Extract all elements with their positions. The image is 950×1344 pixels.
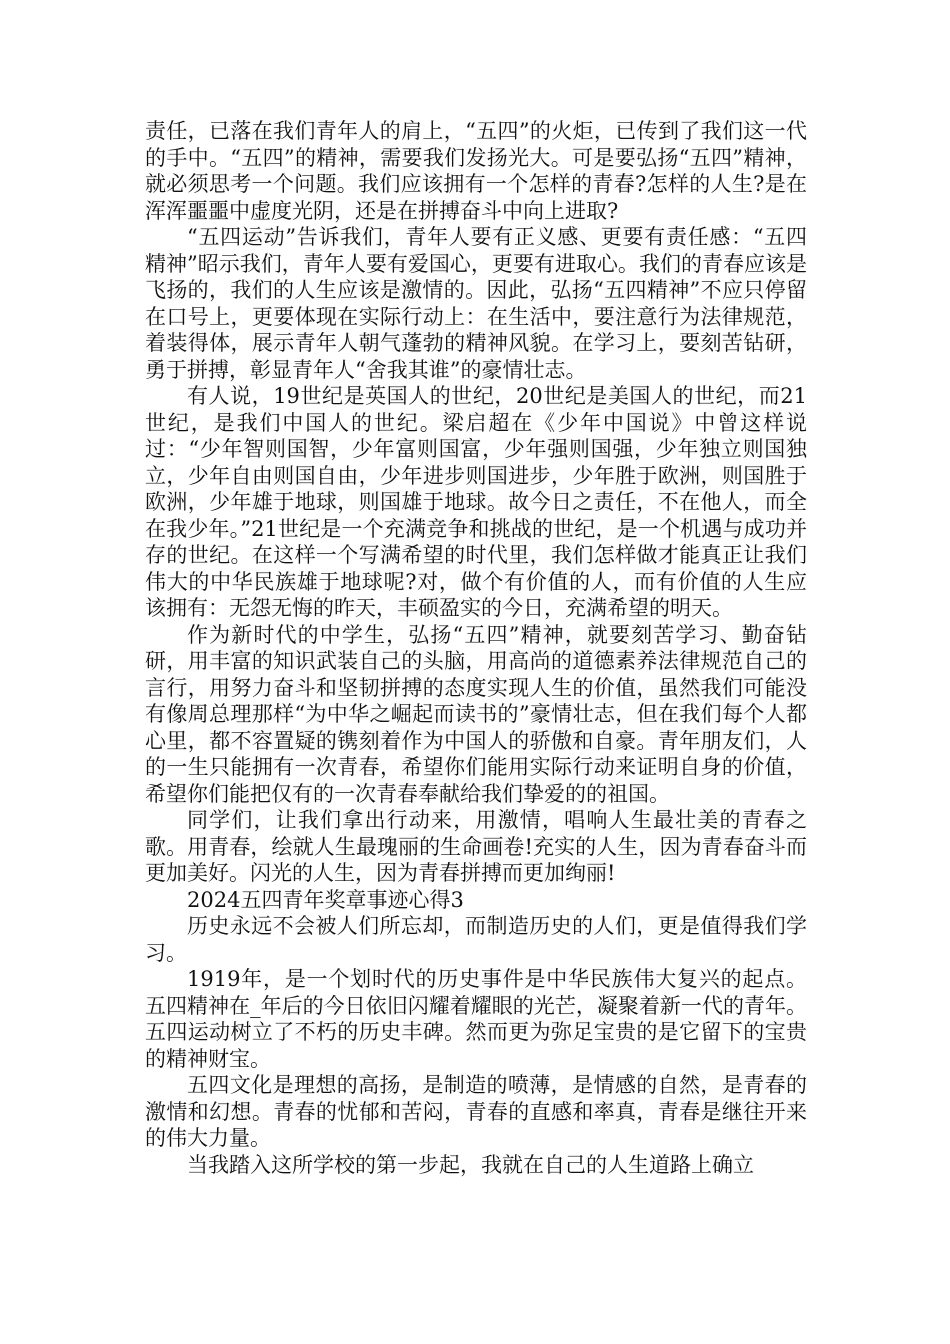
paragraph-wusi-culture: 五四文化是理想的高扬，是制造的喷薄，是情感的自然，是青春的激情和幻想。青春的忧郁和苦闷，青春的直感和率真，青春是继往开来的伟大力量。 <box>145 1073 807 1150</box>
paragraph-school: 当我踏入这所学校的第一步起，我就在自己的人生道路上确立 <box>187 1152 754 1177</box>
section-heading: 2024五四青年奖章事迹心得3 <box>187 887 464 912</box>
paragraph-21st-century: 有人说，19世纪是英国人的世纪，20世纪是美国人的世纪，而21世纪，是我们中国人的世纪。梁启超在《少年中国说》中曾这样说过：“少年智则国智，少年富则国富，少年强则国强，少年独立则国独立，少年自由则国自由，少年进步则国进步，少年胜于欧洲，则国胜于欧洲，少年雄于地球，则国雄于地球。故今日之责任，不在他人，而全在我少年。”21世纪是一个充满竞争和挑战的世纪，是一个机遇与成功并存的世纪。在这样一个写满希望的时代里，我们怎样做才能真正让我们伟大的中华民族雄于地球呢?对，做个有价值的人，而有价值的人生应该拥有：无怨无悔的昨天，丰硕盈实的今日，充满希望的明天。 <box>145 384 807 620</box>
paragraph-continuation: 责任，已落在我们青年人的肩上，“五四”的火炬，已传到了我们这一代的手中。“五四”的精神，需要我们发扬光大。可是要弘扬“五四”精神，就必须思考一个问题。我们应该拥有一个怎样的青春?怎样的人生?是在浑浑噩噩中虚度光阴，还是在拼搏奋斗中向上进取? <box>145 119 807 223</box>
paragraph-new-era-student: 作为新时代的中学生，弘扬“五四”精神，就要刻苦学习、勤奋钻研，用丰富的知识武装自己的头脑，用高尚的道德素养法律规范自己的言行，用努力奋斗和坚韧拼搏的态度实现人生的价值，虽然我们可能没有像周总理那样“为中华之崛起而读书的”豪情壮志，但在我们每个人都心里，都不容置疑的镌刻着作为中国人的骄傲和自豪。青年朋友们，人的一生只能拥有一次青春，希望你们能用实际行动来证明自身的价值，希望你们能把仅有的一次青春奉献给我们挚爱的的祖国。 <box>145 622 807 806</box>
paragraph-1919: 1919年，是一个划时代的历史事件是中华民族伟大复兴的起点。五四精神在_年后的今日依旧闪耀着耀眼的光芒，凝聚着新一代的青年。五四运动树立了不朽的历史丰碑。然而更为弥足宝贵的是它留下的宝贵的精神财宝。 <box>145 967 807 1071</box>
paragraph-wusi-movement: “五四运动”告诉我们，青年人要有正义感、更要有责任感：“五四精神”昭示我们，青年人要有爱国心，更要有进取心。我们的青春应该是飞扬的，我们的人生应该是激情的。因此，弘扬“五四精神”不应只停留在口号上，更要体现在实际行动上：在生活中，要注意行为法律规范，着装得体，展示青年人朝气蓬勃的精神风貌。在学习上，要刻苦钻研，勇于拼搏，彰显青年人“舍我其谁”的豪情壮志。 <box>145 225 807 382</box>
paragraph-history: 历史永远不会被人们所忘却，而制造历史的人们，更是值得我们学习。 <box>145 914 807 965</box>
document-body <box>145 118 807 1178</box>
paragraph-classmates: 同学们，让我们拿出行动来，用激情，唱响人生最壮美的青春之歌。用青春，绘就人生最瑰丽的生命画卷!充实的人生，因为青春奋斗而更加美好。闪光的人生，因为青春拼搏而更加绚丽! <box>145 808 807 885</box>
